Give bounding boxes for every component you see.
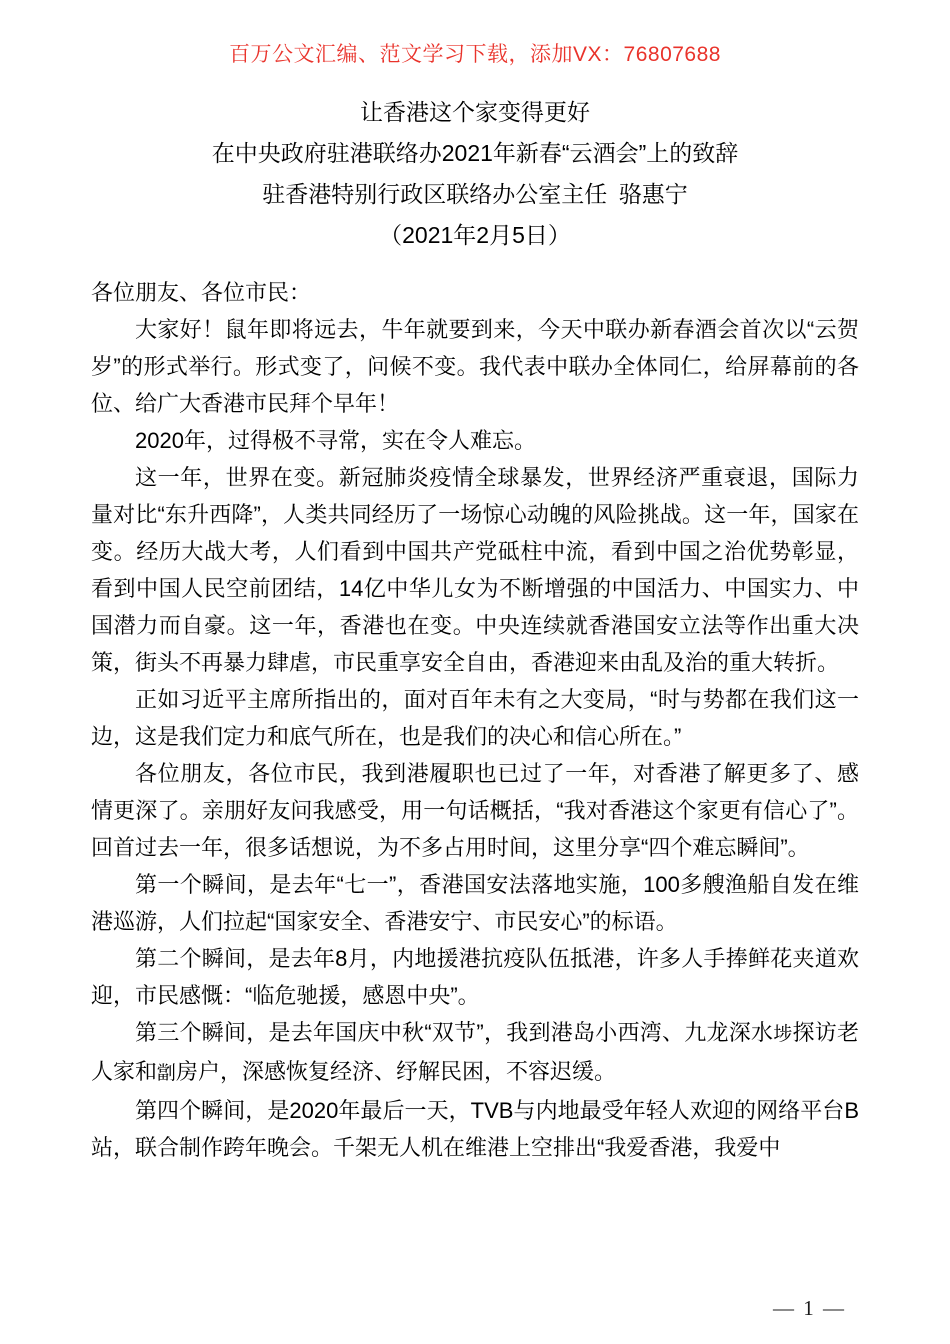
paragraph-2020: 2020年，过得极不寻常，实在令人难忘。 <box>135 428 536 453</box>
paragraph-moment-2: 第二个瞬间，是去年8月，内地援港抗疫队伍抵港，许多人手捧鲜花夹道欢迎，市民感慨：“临危驰援，感恩中央”。 <box>91 946 859 1008</box>
document-body <box>91 274 859 1166</box>
doc-title: 让香港这个家变得更好 <box>360 99 590 125</box>
fallback-glyph: 埗 <box>773 1024 793 1045</box>
doc-subtitle: 在中央政府驻港联络办2021年新春“云酒会”上的致辞 <box>211 140 739 166</box>
fallback-glyph: 劏 <box>157 1063 176 1084</box>
paragraph-moment-1: 第一个瞬间，是去年“七一”，香港国安法落地实施，100多艘渔船自发在维港巡游，人们拉起“国家安全、香港安宁、市民安心”的标语。 <box>91 872 859 934</box>
page-number: — 1 — <box>773 1296 846 1320</box>
paragraph-xi-quote: 正如习近平主席所指出的，面对百年未有之大变局，“时与势都在我们这一边，这是我们定力和底气所在，也是我们的决心和信心所在。” <box>91 687 859 749</box>
salutation-line: 各位朋友、各位市民： <box>91 280 312 305</box>
paragraph-one-year-review: 各位朋友，各位市民，我到港履职也已过了一年，对香港了解更多了、感情更深了。亲朋好友问我感受，用一句话概括，“我对香港这个家更有信心了”。回首过去一年，很多话想说，为不多占用时间，这里分享“四个难忘瞬间”。 <box>91 761 859 860</box>
doc-speaker-line: 驻香港特别行政区联络办公室主任 骆惠宁 <box>262 181 688 207</box>
title-block <box>0 92 950 256</box>
paragraph-moment-3: 第三个瞬间，是去年国庆中秋“双节”，我到港岛小西湾、九龙深水埗探访老人家和劏房户，深感恢复经济、纾解民困，不容迟缓。 <box>91 1020 859 1084</box>
doc-date-line: （2021年2月5日） <box>379 222 571 248</box>
paragraph-greeting: 大家好！鼠年即将远去，牛年就要到来，今天中联办新春酒会首次以“云贺岁”的形式举行。形式变了，问候不变。我代表中联办全体同仁，给屏幕前的各位、给广大香港市民拜个早年！ <box>91 317 859 416</box>
paragraph-year-changes: 这一年，世界在变。新冠肺炎疫情全球暴发，世界经济严重衰退，国际力量对比“东升西降”，人类共同经历了一场惊心动魄的风险挑战。这一年，国家在变。经历大战大考，人们看到中国共产党砥柱中流，看到中国之治优势彰显，看到中国人民空前团结，14亿中华儿女为不断增强的中国活力、中国实力、中国潜力而自豪。这一年，香港也在变。中央连续就香港国安立法等作出重大决策，街头不再暴力肆虐，市民重享安全自由，香港迎来由乱及治的重大转折。 <box>91 465 859 675</box>
paragraph-moment-4: 第四个瞬间，是2020年最后一天，TVB与内地最受年轻人欢迎的网络平台B站，联合制作跨年晚会。千架无人机在维港上空排出“我爱香港，我爱中 <box>91 1098 859 1160</box>
promo-banner-text: 百万公文汇编、范文学习下载，添加VX：76807688 <box>229 43 721 66</box>
